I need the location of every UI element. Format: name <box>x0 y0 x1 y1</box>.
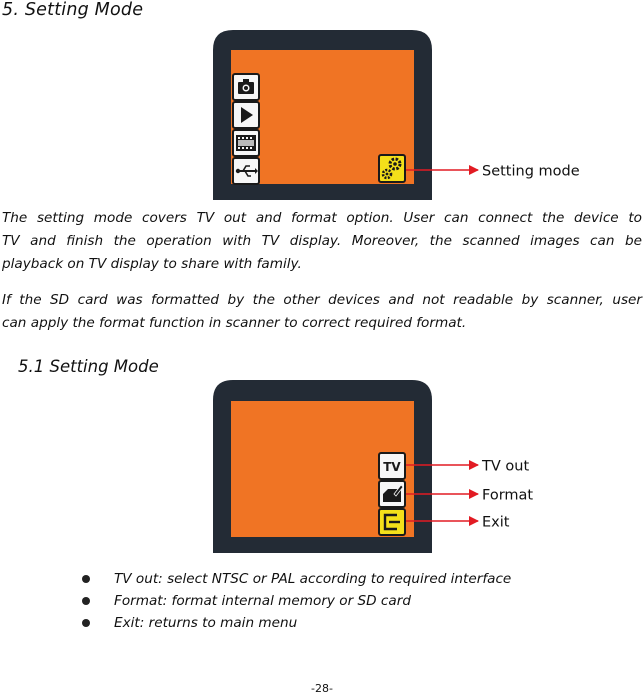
film-icon[interactable] <box>233 130 259 156</box>
page-number: -28- <box>311 682 333 695</box>
paragraph-format-note <box>2 289 642 335</box>
bullet-dot <box>82 597 90 605</box>
settings-gear-icon[interactable] <box>379 155 405 182</box>
section-title: 5. Setting Mode <box>2 0 144 20</box>
paragraph-line: The setting mode covers TV out and format option. User can connect the device to <box>2 210 642 226</box>
callout-tv-out: TV out <box>482 458 530 475</box>
paragraph-line: If the SD card was formatted by the other devices and not readable by scanner, user <box>2 292 642 308</box>
camera-icon[interactable] <box>233 74 259 100</box>
list-item <box>78 568 511 590</box>
format-icon[interactable] <box>379 481 405 507</box>
callout-exit: Exit <box>482 514 510 531</box>
exit-icon[interactable] <box>379 509 405 535</box>
bullet-text: TV out: select NTSC or PAL according to required interface <box>114 571 512 587</box>
list-item <box>78 612 511 634</box>
paragraph-line: can apply the format function in scanner to correct required format. <box>2 315 467 331</box>
bullet-dot <box>82 575 90 583</box>
tv-out-icon[interactable] <box>379 453 405 479</box>
paragraph-intro <box>2 207 642 276</box>
callout-format: Format <box>482 487 534 504</box>
paragraph-line: playback on TV display to share with family. <box>2 256 302 272</box>
bullet-text: Exit: returns to main menu <box>114 615 298 631</box>
device-figure-main-menu <box>0 0 644 210</box>
bullet-text: Format: format internal memory or SD card <box>114 593 411 609</box>
usb-icon[interactable] <box>233 158 259 184</box>
subsection-title: 5.1 Setting Mode <box>18 357 159 376</box>
device-figure-setting-menu <box>0 370 644 560</box>
bullet-list <box>78 568 511 634</box>
callout-setting-mode: Setting mode <box>482 163 580 180</box>
paragraph-line: TV and finish the operation with TV display. Moreover, the scanned images can be <box>2 233 642 249</box>
list-item <box>78 590 511 612</box>
bullet-dot <box>82 619 90 627</box>
tv-icon-label: TV <box>383 460 401 474</box>
play-icon[interactable] <box>233 102 259 128</box>
